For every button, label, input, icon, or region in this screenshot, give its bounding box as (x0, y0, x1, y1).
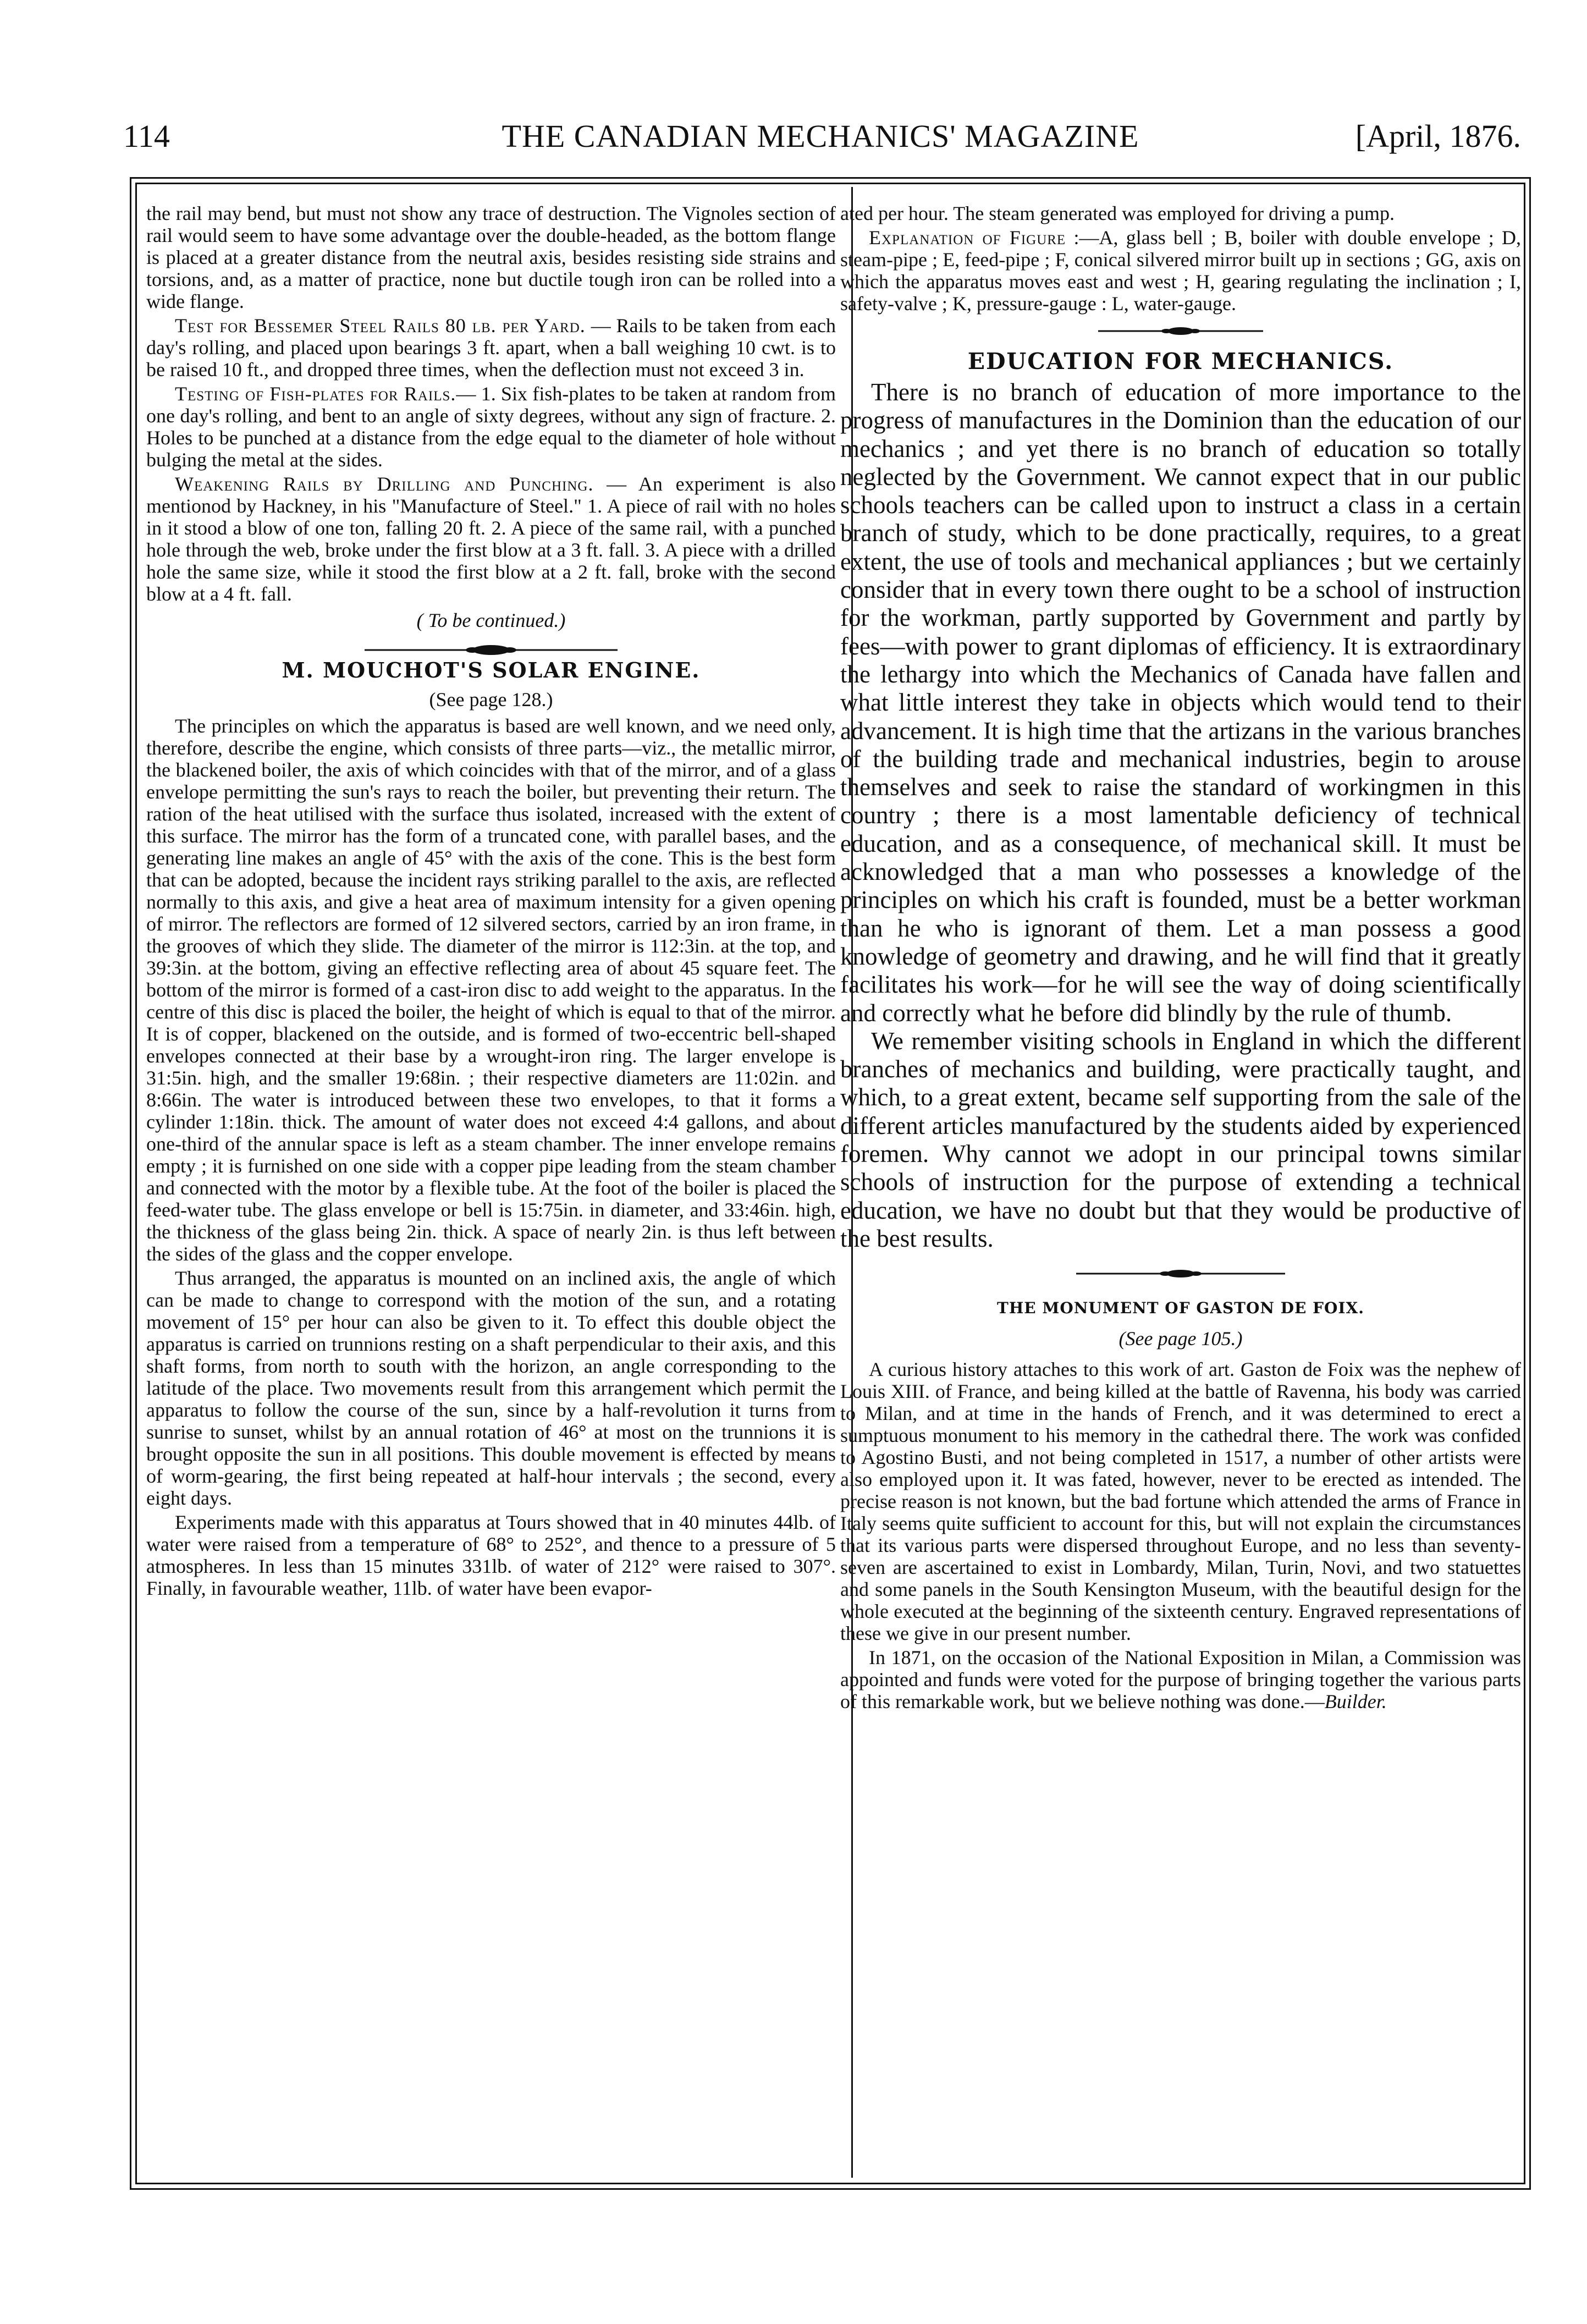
section-divider-ornament-3 (1076, 1268, 1285, 1279)
bessemer-test-body: — Rails to be taken from each day's rolling, and placed upon bearings 3 ft. apart, when a ball weighing 10 cwt. is to be raised 10 ft., and dropped three times, when the deflection must not exceed 3 in. (146, 315, 836, 381)
monument-source: Builder. (1324, 1690, 1387, 1713)
monument-paragraph-1: A curious history attaches to this work of art. Gaston de Foix was the nephew of Louis XIII. of France, and being killed at the battle of Ravenna, his body was carried to Milan, and at time in the hands of French, and it was determined to erect a sumptuous monument to his memory in the cathedral there. The work was confided to Agostino Busti, and not being completed in 1517, a number of other artists were also employed upon it. It was fated, however, never to be erected as intended. The precise reason is not known, but the bad fortune which attended the arms of France in Italy seems quite sufficient to account for this, but will not explain the circumstances that its various parts were dispersed throughout Europe, and no less than seventy-seven are ascertained to exist in Lombardy, Milan, Turin, Novi, and two statuettes and some panels in the South Kensington Museum, with the beautiful design for the whole executed at the beginning of the sixteenth century. Engraved representations of these we give in our present number. (840, 1358, 1521, 1645)
left-column (146, 202, 836, 1601)
solar-engine-paragraph-1: The principles on which the apparatus is based are well known, and we need only, therefore, describe the engine, which consists of three parts—viz., the metallic mirror, the blackened boiler, the axis of which coincides with that of the mirror, and of a glass envelope permitting the sun's rays to reach the boiler, but preventing their return. The ration of the heat utilised with the surface thus isolated, increased with the extent of this surface. The mirror has the form of a truncated cone, with parallel bases, and the generating line makes an angle of 45° with the axis of the cone. This is the best form that can be adopted, because the incident rays striking parallel to the axis, are reflected normally to this axis, and give a heat area of maximum intensity for a given opening of mirror. The reflectors are formed of 12 silvered sectors, carried by an iron frame, in the grooves of which they slide. The diameter of the mirror is 112:3in. at the top, and 39:3in. at the bottom, giving an effective reflecting area of about 45 square feet. The bottom of the mirror is formed of a cast-iron disc to add weight to the apparatus. In the centre of this disc is placed the boiler, the height of which is equal to that of the mirror. It is of copper, blackened on the outside, and is formed of two-eccentric bell-shaped envelopes connected at their base by a wrought-iron ring. The larger envelope is 31:5in. high, and the smaller 19:68in. ; their respective diameters are 11:02in. and 8:66in. The water is introduced between these two envelopes, to that it forms a cylinder 1:18in. thick. The amount of water does not exceed 4:4 gallons, and about one-third of the annular space is left as a steam chamber. The inner envelope remains empty ; it is furnished on one side with a copper pipe leading from the steam chamber and connected with the motor by a flexible tube. At the foot of the boiler is placed the feed-water tube. The glass envelope or bell is 15:75in. in diameter, and 33:46in. high, the thickness of the glass being 2in. thick. A space of nearly 2in. is thus left between the sides of the glass and the copper envelope. (146, 715, 836, 1265)
right-column (840, 202, 1521, 1715)
issue-date: [April, 1876. (1355, 118, 1521, 154)
monument-title: THE MONUMENT OF GASTON DE FOIX. (997, 1299, 1364, 1318)
monument-paragraph-2 (840, 1646, 1521, 1712)
solar-engine-title: M. MOUCHOT'S SOLAR ENGINE. (282, 658, 701, 682)
solar-engine-page-ref: (See page 128.) (429, 689, 553, 711)
weakening-rails-body: — An experiment is also mentionod by Hackney, in his "Manufacture of Steel." 1. A piece of rail with no holes in it stood a blow of one ton, falling 20 ft. 2. A piece of the same rail, with a punched hole through the web, broke under the first blow at a 3 ft. fall. 3. A piece with a drilled hole the same size, while it stood the first blow at a 2 ft. fall, broke with the second blow at a 4 ft. fall. (146, 473, 836, 605)
monument-paragraph-2-text: In 1871, on the occasion of the National Exposition in Milan, a Commission was appointed and funds were voted for the purpose of bringing together the various parts of this remarkable work, but we believe nothing was done.— (840, 1646, 1521, 1713)
section-divider-ornament (365, 643, 618, 657)
bessemer-test-paragraph (146, 315, 836, 381)
solar-engine-paragraph-3: Experiments made with this apparatus at Tours showed that in 40 minutes 44lb. of water were raised from a temperature of 68° to 252°, and thence to a pressure of 5 atmospheres. In less than 15 minutes 331lb. of water of 212° were raised to 307°. Finally, in favourable weather, 11lb. of water have been evapor- (146, 1511, 836, 1599)
running-head (114, 114, 1527, 158)
figure-explanation-body: :—A, glass bell ; B, boiler with double envelope ; D, steam-pipe ; E, feed-pipe ; F, conical silvered mirror built up in sections ; GG, axis on which the apparatus moves east and west ; H, gearing regulating the inclination ; I, safety-valve ; K, pressure-gauge : L, water-gauge. (840, 227, 1521, 315)
fishplate-test-body: — 1. Six fish-plates to be taken at random from one day's rolling, and bent to an angle of sixty degrees, without any sign of fracture. 2. Holes to be punched at a distance from the edge equal to the diameter of hole without bulging the metal at the sides. (146, 383, 836, 471)
solar-engine-continuation: ated per hour. The steam generated was employed for driving a pump. (840, 202, 1395, 224)
education-title: EDUCATION FOR MECHANICS. (967, 348, 1394, 375)
education-paragraph-1: There is no branch of education of more importance to the progress of manufactures in the Dominion than the education of our mechanics ; and yet there is no branch of education so totally neglected by the Government. We cannot expect that in our public schools teachers can be called upon to instruct a class in a certain branch of study, which to be done practically, requires, to a great extent, the use of tools and mechanical appliances ; but we certainly consider that in every town there ought to be a school of instruction for the workman, partly supported by Government and partly by fees—with power to grant diplomas of efficiency. It is extraordinary the lethargy into which the Mechanics of Canada have fallen and what little interest they take in objects which would tend to their advancement. It is high time that the artizans in the various branches of the building trade and mechanical industries, begin to arouse themselves and seek to raise the standard of workingmen in this country ; there is a most lamentable deficiency of technical education, and as a consequence, of mechanical skill. It must be acknowledged that a man who possesses a knowledge of the principles on which his craft is founded, must be a better workman than he who is ignorant of them. Let a man possess a good knowledge of geometry and drawing, and he will find that it greatly facilitates his work—for he will see the way of doing scientifically and correctly what he before did blindly by the rule of thumb. (840, 378, 1521, 1027)
to-be-continued: ( To be continued.) (416, 609, 566, 631)
education-paragraph-2: We remember visiting schools in England in which the different branches of mechanics and building, were practically taught, and which, to a great extent, became self supporting from the sale of the different articles manufactured by the students aided by experienced foremen. Why cannot we adopt in our principal towns similar schools of instruction for the purpose of extending a technical education, we have no doubt but that they would be productive of the best results. (840, 1027, 1521, 1252)
weakening-rails-heading: Weakening Rails by Drilling and Punching. (175, 473, 594, 495)
fishplate-test-paragraph (146, 383, 836, 471)
weakening-rails-paragraph (146, 473, 836, 605)
figure-explanation-heading: Explanation of Figure (869, 227, 1066, 249)
figure-explanation (840, 227, 1521, 315)
page-number: 114 (123, 118, 170, 154)
magazine-title: THE CANADIAN MECHANICS' MAGAZINE (502, 118, 1139, 154)
monument-page-ref: (See page 105.) (1118, 1328, 1243, 1350)
fishplate-test-heading: Testing of Fish-plates for Rails. (175, 383, 456, 405)
section-divider-ornament-2 (1098, 326, 1263, 337)
rail-paragraph-1: the rail may bend, but must not show any trace of destruction. The Vignoles section of rail would seem to have some advantage over the double-headed, as the bottom flange is placed at a greater distance from the neutral axis, besides resisting side strains and torsions, and, as a matter of practice, none but ductile tough iron can be rolled into a wide flange. (146, 202, 836, 312)
bessemer-test-heading: Test for Bessemer Steel Rails 80 lb. per Yard. (175, 315, 586, 337)
solar-engine-paragraph-2: Thus arranged, the apparatus is mounted on an inclined axis, the angle of which can be made to change to correspond with the motion of the sun, and a rotating movement of 15° per hour can also be given to it. To effect this double object the apparatus is carried on trunnions resting on a shaft perpendicular to their axis, and this shaft forms, from north to south with the horizon, an angle corresponding to the latitude of the place. Two movements result from this arrangement which permit the apparatus to follow the course of the sun, since by a half-revolution it turns from sunrise to sunset, whilst by an annual rotation of 46° at most on the trunnions it is brought opposite the sun in all positions. This double movement is effected by means of worm-gearing, the first being repeated at half-hour intervals ; the second, every eight days. (146, 1267, 836, 1509)
